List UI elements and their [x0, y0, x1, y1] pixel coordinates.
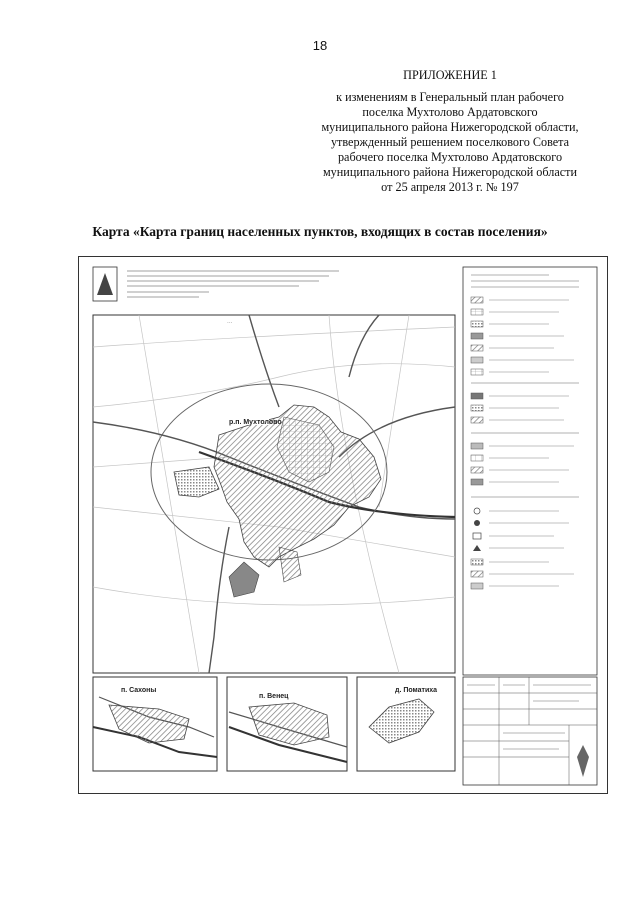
appendix-line: рабочего поселка Мухтолово Ардатовского: [337, 150, 563, 164]
appendix-title: ПРИЛОЖЕНИЕ 1: [403, 68, 497, 82]
inset-map-1: [93, 677, 217, 771]
page-number: 18: [312, 38, 328, 53]
map-drawing: [79, 257, 607, 793]
appendix-line: поселка Мухтолово Ардатовского: [362, 105, 538, 119]
inset-map-3: [357, 677, 455, 771]
appendix-line: от 25 апреля 2013 г. № 197: [381, 180, 519, 194]
appendix-line: муниципального района Нижегородской области: [322, 165, 578, 179]
map-sheet: [78, 256, 608, 794]
map-header-block: [93, 267, 339, 301]
road-label: ···: [227, 320, 233, 326]
appendix-line: утвержденный решением поселкового Совета: [330, 135, 570, 149]
appendix-line: муниципального района Нижегородской области,: [321, 120, 579, 134]
inset-label-2: п. Венец: [259, 693, 289, 700]
title-block-stamp: [463, 677, 597, 785]
inset-label-1: п. Сахоны: [121, 687, 157, 694]
inset-map-2: [227, 677, 347, 771]
appendix-header: [300, 68, 600, 195]
map-title: Карта «Карта границ населенных пунктов, входящих в состав поселения»: [92, 224, 548, 239]
legend-panel: [463, 267, 597, 675]
inset-label-3: д. Поматиха: [395, 687, 438, 694]
appendix-line: к изменениям в Генеральный план рабочего: [336, 90, 564, 104]
main-settlement-label: р.п. Мухтолово: [229, 419, 282, 426]
